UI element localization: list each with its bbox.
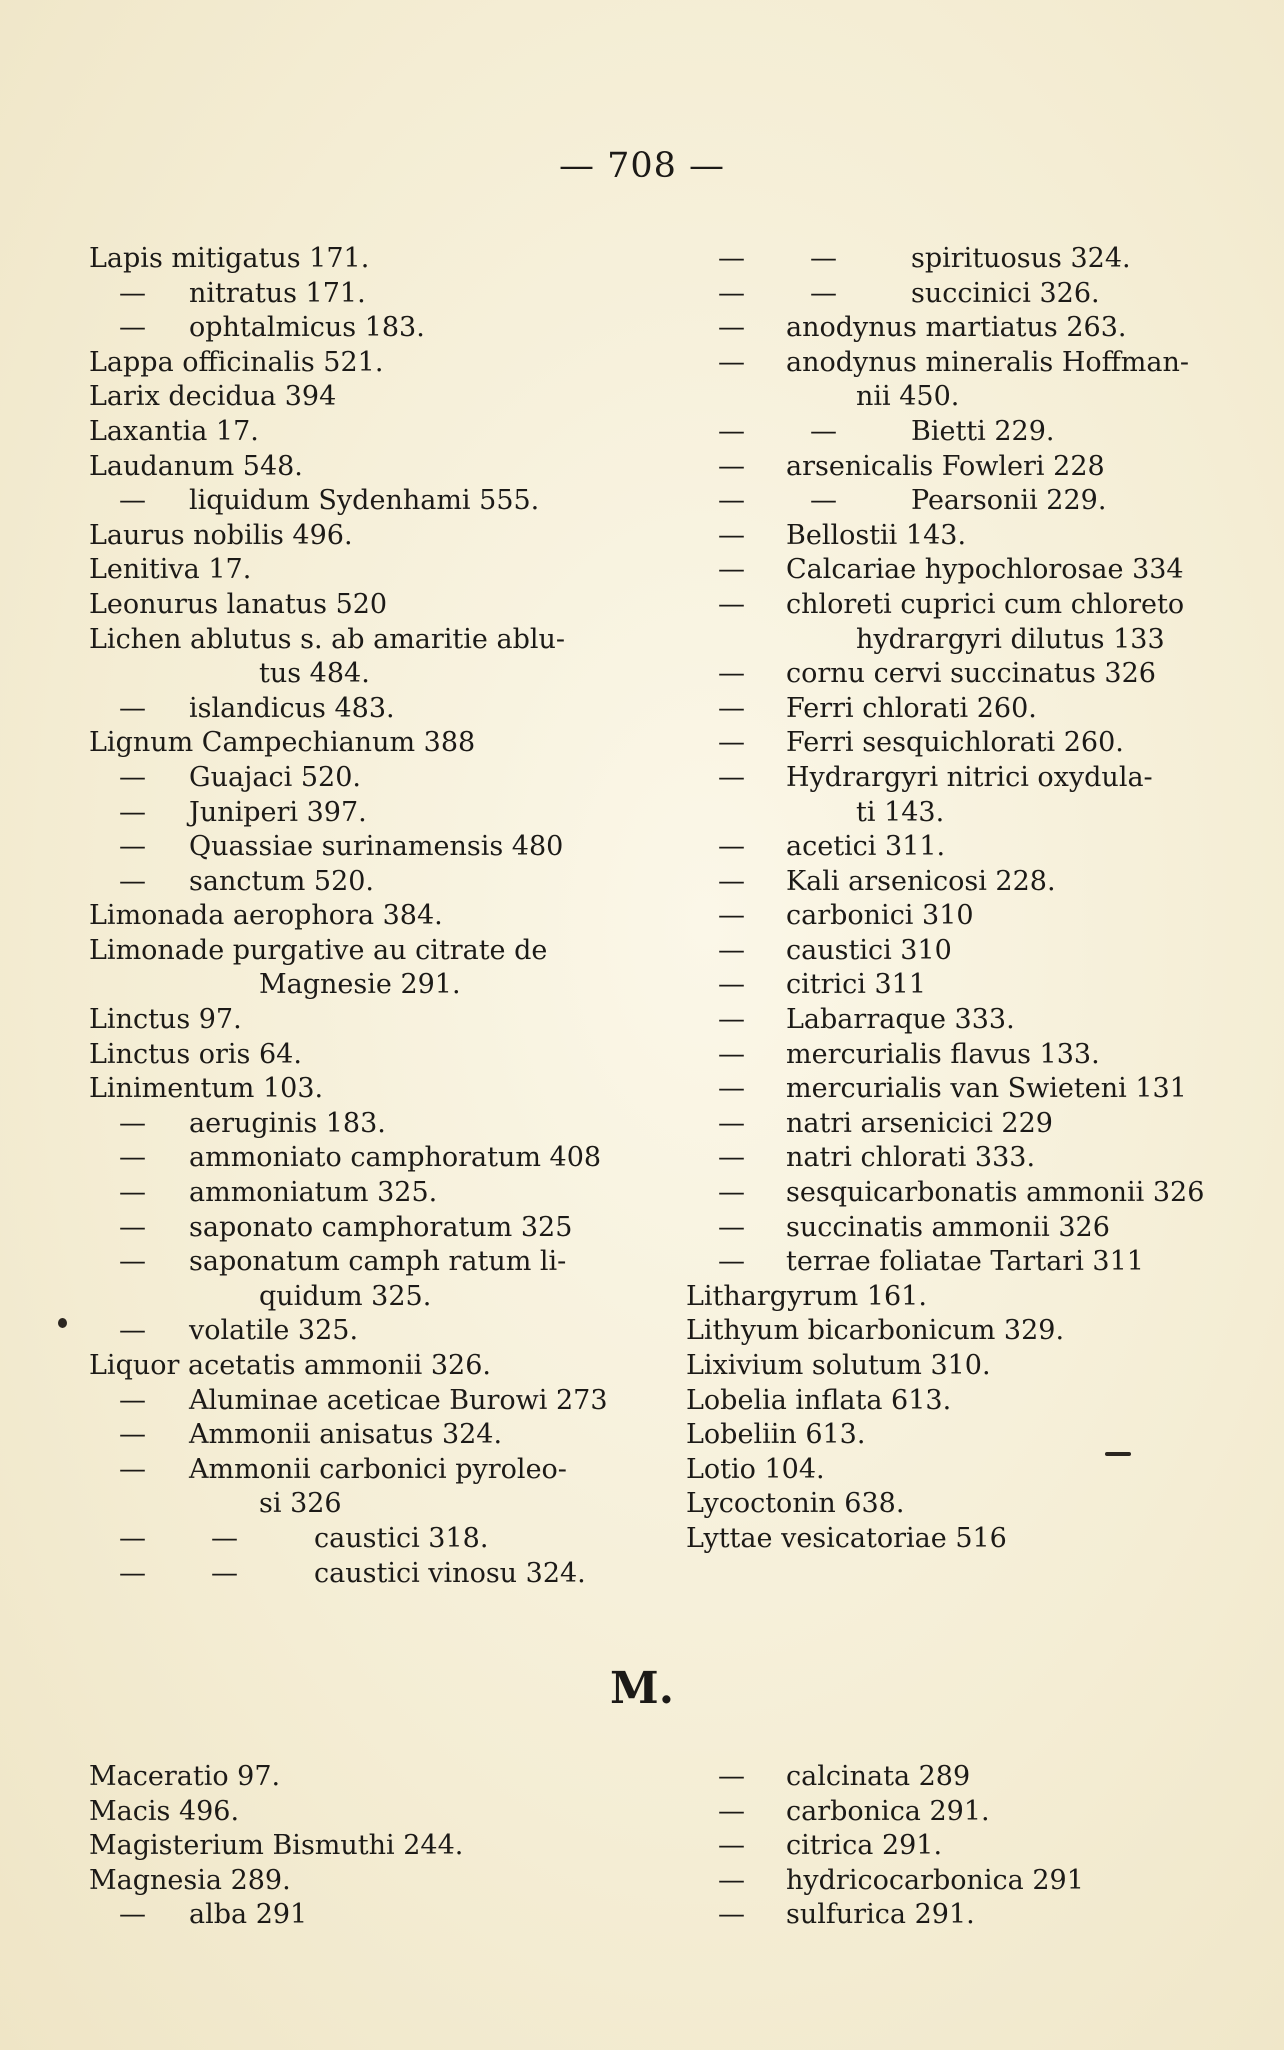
index-entry: [89, 623, 609, 658]
index-entry: [89, 1003, 609, 1038]
index-entry: [686, 1829, 1206, 1864]
index-entry-text: Laurus nobilis 496.: [89, 519, 353, 551]
ditto-dash: —: [119, 1453, 146, 1485]
index-entry: [89, 484, 609, 519]
page-number: — 708 —: [558, 146, 726, 186]
index-entry: [89, 1245, 609, 1280]
ditto-dash: —: [119, 796, 146, 828]
index-entry: [686, 692, 1206, 727]
ditto-dash: —: [718, 1004, 745, 1036]
index-entry: [89, 242, 609, 277]
index-entry: [686, 657, 1206, 692]
index-entry-text: Guajaci 520.: [189, 761, 361, 793]
index-entry: [89, 830, 609, 865]
index-entry: [89, 657, 609, 692]
ditto-dash: —: [718, 554, 745, 586]
index-entry: [686, 934, 1206, 969]
index-entry-text: sanctum 520.: [189, 865, 375, 897]
index-entry: [89, 1795, 609, 1830]
index-entry: [686, 899, 1206, 934]
index-entry-text: Pearsonii 229.: [911, 485, 1107, 517]
index-entry-text: si 326: [259, 1488, 342, 1520]
index-entry-text: Lenitiva 17.: [89, 554, 252, 586]
ditto-dash: —: [119, 1246, 146, 1278]
ditto-dash: —: [119, 692, 146, 724]
ditto-dash: —: [718, 865, 745, 897]
index-entry: [89, 1864, 609, 1899]
index-entry: [89, 1522, 609, 1557]
ditto-dash: —: [718, 312, 745, 344]
index-entry-text: Lotio 104.: [686, 1453, 825, 1485]
ditto-dash: —: [718, 1142, 745, 1174]
index-entry: [686, 1864, 1206, 1899]
index-entry: [89, 1418, 609, 1453]
ditto-dash: —: [119, 1315, 146, 1347]
index-entry-text: alba 291: [189, 1899, 308, 1931]
index-entry-text: Lycoctonin 638.: [686, 1488, 905, 1520]
ditto-dash: —: [718, 346, 745, 378]
index-entry: [89, 311, 609, 346]
index-entry: [89, 692, 609, 727]
index-entry: [686, 277, 1206, 312]
index-entry: [686, 1245, 1206, 1280]
index-entry-text: citrici 311: [786, 969, 927, 1001]
index-entry-text: Lapis mitigatus 171.: [89, 243, 370, 274]
index-entry-text: hydrargyri dilutus 133: [856, 623, 1165, 655]
ditto-dash: —: [119, 761, 146, 793]
index-entry: [686, 1795, 1206, 1830]
index-entry: [89, 726, 609, 761]
index-entry-text: aeruginis 183.: [189, 1107, 386, 1139]
index-entry: [686, 865, 1206, 900]
ditto-dash: —: [718, 1107, 745, 1139]
index-entry-text: Bietti 229.: [911, 415, 1055, 447]
ditto-dash: — —: [718, 485, 837, 517]
ditto-dash: — —: [718, 277, 837, 309]
index-entry: [686, 726, 1206, 761]
index-entry-text: Limonada aerophora 384.: [89, 900, 443, 932]
index-entry-text: anodynus martiatus 263.: [786, 312, 1127, 344]
index-entry-text: Aluminae aceticae Burowi 273: [189, 1384, 608, 1416]
index-entry-text: sesquicarbonatis ammonii 326: [786, 1177, 1205, 1209]
index-entry: [686, 1038, 1206, 1073]
index-entry: [686, 1141, 1206, 1176]
index-entry-text: Ammonii carbonici pyroleo-: [189, 1453, 567, 1485]
index-entry: [89, 934, 609, 969]
index-entry: [686, 484, 1206, 519]
index-entry-text: saponatum camph ratum li-: [189, 1246, 567, 1278]
index-entry-text: Bellostii 143.: [786, 519, 967, 551]
index-entry: [89, 553, 609, 588]
index-entry-text: Laudanum 548.: [89, 450, 303, 482]
index-entry: [686, 588, 1206, 623]
ditto-dash: —: [718, 1795, 745, 1827]
index-entry: [686, 623, 1206, 658]
index-entry-text: nitratus 171.: [189, 277, 366, 309]
index-entry: [89, 588, 609, 623]
index-entry-text: sulfurica 291.: [786, 1899, 975, 1931]
ditto-dash: —: [718, 969, 745, 1001]
index-entry: [686, 1487, 1206, 1522]
index-entry-text: Lappa officinalis 521.: [89, 346, 384, 378]
index-entry: [686, 1314, 1206, 1349]
index-entry: [686, 415, 1206, 450]
index-entry-text: Lixivium solutum 310.: [686, 1350, 991, 1381]
ditto-dash: —: [718, 519, 745, 551]
index-entry: [89, 1107, 609, 1142]
index-entry-text: carbonici 310: [786, 900, 974, 932]
index-entry: [686, 1898, 1206, 1933]
index-entry-text: Magisterium Bismuthi 244.: [89, 1830, 464, 1862]
ditto-dash: —: [718, 1864, 745, 1896]
index-entry: [89, 1280, 609, 1315]
index-entry: [89, 1314, 609, 1349]
index-entry-text: anodynus mineralis Hoffman-: [786, 346, 1190, 378]
index-entry: [89, 519, 609, 554]
ditto-dash: —: [718, 1899, 745, 1931]
index-entry-text: natri chlorati 333.: [786, 1142, 1036, 1174]
index-entry-text: Maceratio 97.: [89, 1761, 281, 1792]
index-entry-text: Lithyum bicarbonicum 329.: [686, 1315, 1065, 1347]
index-entry-text: calcinata 289: [786, 1761, 971, 1792]
index-entry-text: Linimentum 103.: [89, 1073, 324, 1105]
index-entry: [89, 1898, 609, 1933]
index-entry-text: ammoniatum 325.: [189, 1177, 438, 1209]
index-entry-text: caustici 310: [786, 934, 952, 966]
index-entry-text: Ferri chlorati 260.: [786, 692, 1037, 724]
index-entry: [89, 277, 609, 312]
index-entry: [89, 1557, 609, 1592]
index-entry: [686, 1418, 1206, 1453]
ditto-dash: —: [718, 692, 745, 724]
ditto-dash: — —: [119, 1557, 238, 1589]
ditto-dash: —: [119, 1384, 146, 1416]
index-entry-text: spirituosus 324.: [911, 243, 1131, 274]
index-entry-text: caustici 318.: [314, 1522, 489, 1554]
index-entry-text: acetici 311.: [786, 831, 946, 863]
index-entry: [89, 1141, 609, 1176]
index-entry-text: Ferri sesquichlorati 260.: [786, 727, 1124, 759]
ditto-dash: —: [119, 1107, 146, 1139]
ditto-dash: —: [119, 1177, 146, 1209]
section-letter-heading: M.: [609, 1663, 675, 1714]
ditto-dash: —: [119, 1211, 146, 1243]
index-entry-text: Linctus oris 64.: [89, 1038, 302, 1070]
index-entry: [89, 1487, 609, 1522]
ditto-dash: — —: [718, 415, 837, 447]
index-entry-text: ophtalmicus 183.: [189, 312, 425, 344]
index-entry: [89, 450, 609, 485]
index-entry: [686, 519, 1206, 554]
index-column-left: [89, 242, 609, 1591]
index-entry: [686, 1522, 1206, 1557]
index-entry: [89, 1072, 609, 1107]
index-entry: [89, 865, 609, 900]
index-entry-text: terrae foliatae Tartari 311: [786, 1246, 1144, 1278]
index-column-m-right: [686, 1760, 1206, 1933]
index-entry-text: Larix decidua 394: [89, 381, 337, 413]
ditto-dash: —: [718, 934, 745, 966]
index-entry: [89, 899, 609, 934]
index-entry: [686, 1349, 1206, 1384]
index-entry-text: mercurialis van Swieteni 131: [786, 1073, 1187, 1105]
index-entry: [686, 242, 1206, 277]
index-entry: [686, 1280, 1206, 1315]
index-entry-text: Lobelia inflata 613.: [686, 1384, 952, 1416]
ditto-dash: —: [718, 900, 745, 932]
index-entry-text: succinici 326.: [911, 277, 1100, 309]
index-entry-text: Magnesia 289.: [89, 1864, 291, 1896]
ditto-dash: —: [718, 658, 745, 690]
index-entry: [89, 1829, 609, 1864]
index-entry: [89, 380, 609, 415]
index-entry-text: mercurialis flavus 133.: [786, 1038, 1100, 1070]
ditto-dash: —: [718, 1073, 745, 1105]
index-entry-text: Laxantia 17.: [89, 415, 259, 447]
index-entry-text: Lobeliin 613.: [686, 1419, 866, 1451]
index-entry: [686, 1453, 1206, 1488]
index-entry: [89, 1176, 609, 1211]
ditto-dash: —: [718, 1830, 745, 1862]
index-entry-text: caustici vinosu 324.: [314, 1557, 586, 1589]
index-entry: [686, 380, 1206, 415]
index-entry-text: Magnesie 291.: [259, 969, 461, 1001]
index-entry: [686, 1384, 1206, 1419]
ditto-dash: —: [119, 831, 146, 863]
ditto-dash: —: [718, 1211, 745, 1243]
index-entry: [686, 1107, 1206, 1142]
index-entry-text: Lyttae vesicatoriae 516: [686, 1522, 1007, 1554]
index-entry: [89, 761, 609, 796]
index-column-right: [686, 242, 1206, 1557]
index-entry: [686, 796, 1206, 831]
index-entry-text: Limonade purgative au citrate de: [89, 934, 548, 966]
ditto-dash: — —: [718, 243, 837, 274]
index-entry-text: Juniperi 397.: [189, 796, 367, 828]
index-entry-text: Kali arsenicosi 228.: [786, 865, 1056, 897]
index-entry: [89, 796, 609, 831]
index-entry-text: chloreti cuprici cum chloreto: [786, 588, 1185, 620]
index-entry-text: ti 143.: [856, 796, 945, 828]
ditto-dash: —: [718, 1177, 745, 1209]
ink-spot: [58, 1318, 67, 1328]
index-entry-text: cornu cervi succinatus 326: [786, 658, 1156, 690]
index-entry: [89, 346, 609, 381]
index-entry-text: Linctus 97.: [89, 1004, 242, 1036]
index-entry-text: volatile 325.: [189, 1315, 359, 1347]
ditto-dash: — —: [119, 1522, 238, 1554]
index-entry: [686, 346, 1206, 381]
ditto-dash: —: [718, 831, 745, 863]
index-entry: [686, 1176, 1206, 1211]
index-entry-text: Hydrargyri nitrici oxydula-: [786, 761, 1153, 793]
ditto-dash: —: [718, 588, 745, 620]
index-entry-text: arsenicalis Fowleri 228: [786, 450, 1105, 482]
index-entry-text: succinatis ammonii 326: [786, 1211, 1110, 1243]
index-entry-text: quidum 325.: [259, 1280, 432, 1312]
index-entry: [89, 415, 609, 450]
index-entry-text: islandicus 483.: [189, 692, 395, 724]
ditto-dash: —: [718, 727, 745, 759]
ditto-dash: —: [119, 1419, 146, 1451]
index-entry-text: natri arsenicici 229: [786, 1107, 1053, 1139]
index-entry: [686, 450, 1206, 485]
index-entry: [89, 1349, 609, 1384]
index-entry-text: Leonurus lanatus 520: [89, 588, 388, 620]
index-entry: [89, 968, 609, 1003]
index-entry-text: nii 450.: [856, 381, 960, 413]
ditto-dash: —: [119, 485, 146, 517]
ditto-dash: —: [718, 1246, 745, 1278]
ditto-dash: —: [119, 1142, 146, 1174]
index-entry: [89, 1038, 609, 1073]
ditto-dash: —: [718, 1761, 745, 1792]
index-entry: [686, 761, 1206, 796]
ink-spot: [1105, 1452, 1131, 1456]
index-entry: [686, 830, 1206, 865]
ditto-dash: —: [718, 1038, 745, 1070]
index-entry: [89, 1760, 609, 1795]
index-entry-text: Macis 496.: [89, 1795, 240, 1827]
index-entry-text: Labarraque 333.: [786, 1004, 1015, 1036]
index-entry-text: saponato camphoratum 325: [189, 1211, 573, 1243]
index-entry: [686, 1072, 1206, 1107]
index-entry-text: Lithargyrum 161.: [686, 1280, 927, 1312]
ditto-dash: —: [119, 312, 146, 344]
index-entry: [89, 1211, 609, 1246]
index-entry: [89, 1453, 609, 1488]
index-entry: [686, 553, 1206, 588]
ditto-dash: —: [119, 1899, 146, 1931]
ditto-dash: —: [718, 761, 745, 793]
index-entry-text: citrica 291.: [786, 1830, 943, 1862]
index-entry: [686, 968, 1206, 1003]
index-entry-text: Lignum Campechianum 388: [89, 727, 476, 759]
index-entry-text: carbonica 291.: [786, 1795, 990, 1827]
index-entry: [686, 1003, 1206, 1038]
index-entry-text: tus 484.: [259, 658, 370, 690]
index-entry: [686, 1760, 1206, 1795]
ditto-dash: —: [119, 865, 146, 897]
index-entry-text: Calcariae hypochlorosae 334: [786, 554, 1184, 586]
index-entry: [89, 1384, 609, 1419]
index-entry-text: liquidum Sydenhami 555.: [189, 485, 540, 517]
index-entry-text: Liquor acetatis ammonii 326.: [89, 1350, 491, 1381]
index-entry: [686, 1211, 1206, 1246]
ditto-dash: —: [718, 450, 745, 482]
index-entry-text: Ammonii anisatus 324.: [189, 1419, 503, 1451]
index-entry-text: ammoniato camphoratum 408: [189, 1142, 602, 1174]
ditto-dash: —: [119, 277, 146, 309]
index-column-m-left: [89, 1760, 609, 1933]
index-entry-text: hydricocarbonica 291: [786, 1864, 1084, 1896]
index-entry-text: Quassiae surinamensis 480: [189, 831, 564, 863]
index-entry: [686, 311, 1206, 346]
index-entry-text: Lichen ablutus s. ab amaritie ablu-: [89, 623, 566, 655]
